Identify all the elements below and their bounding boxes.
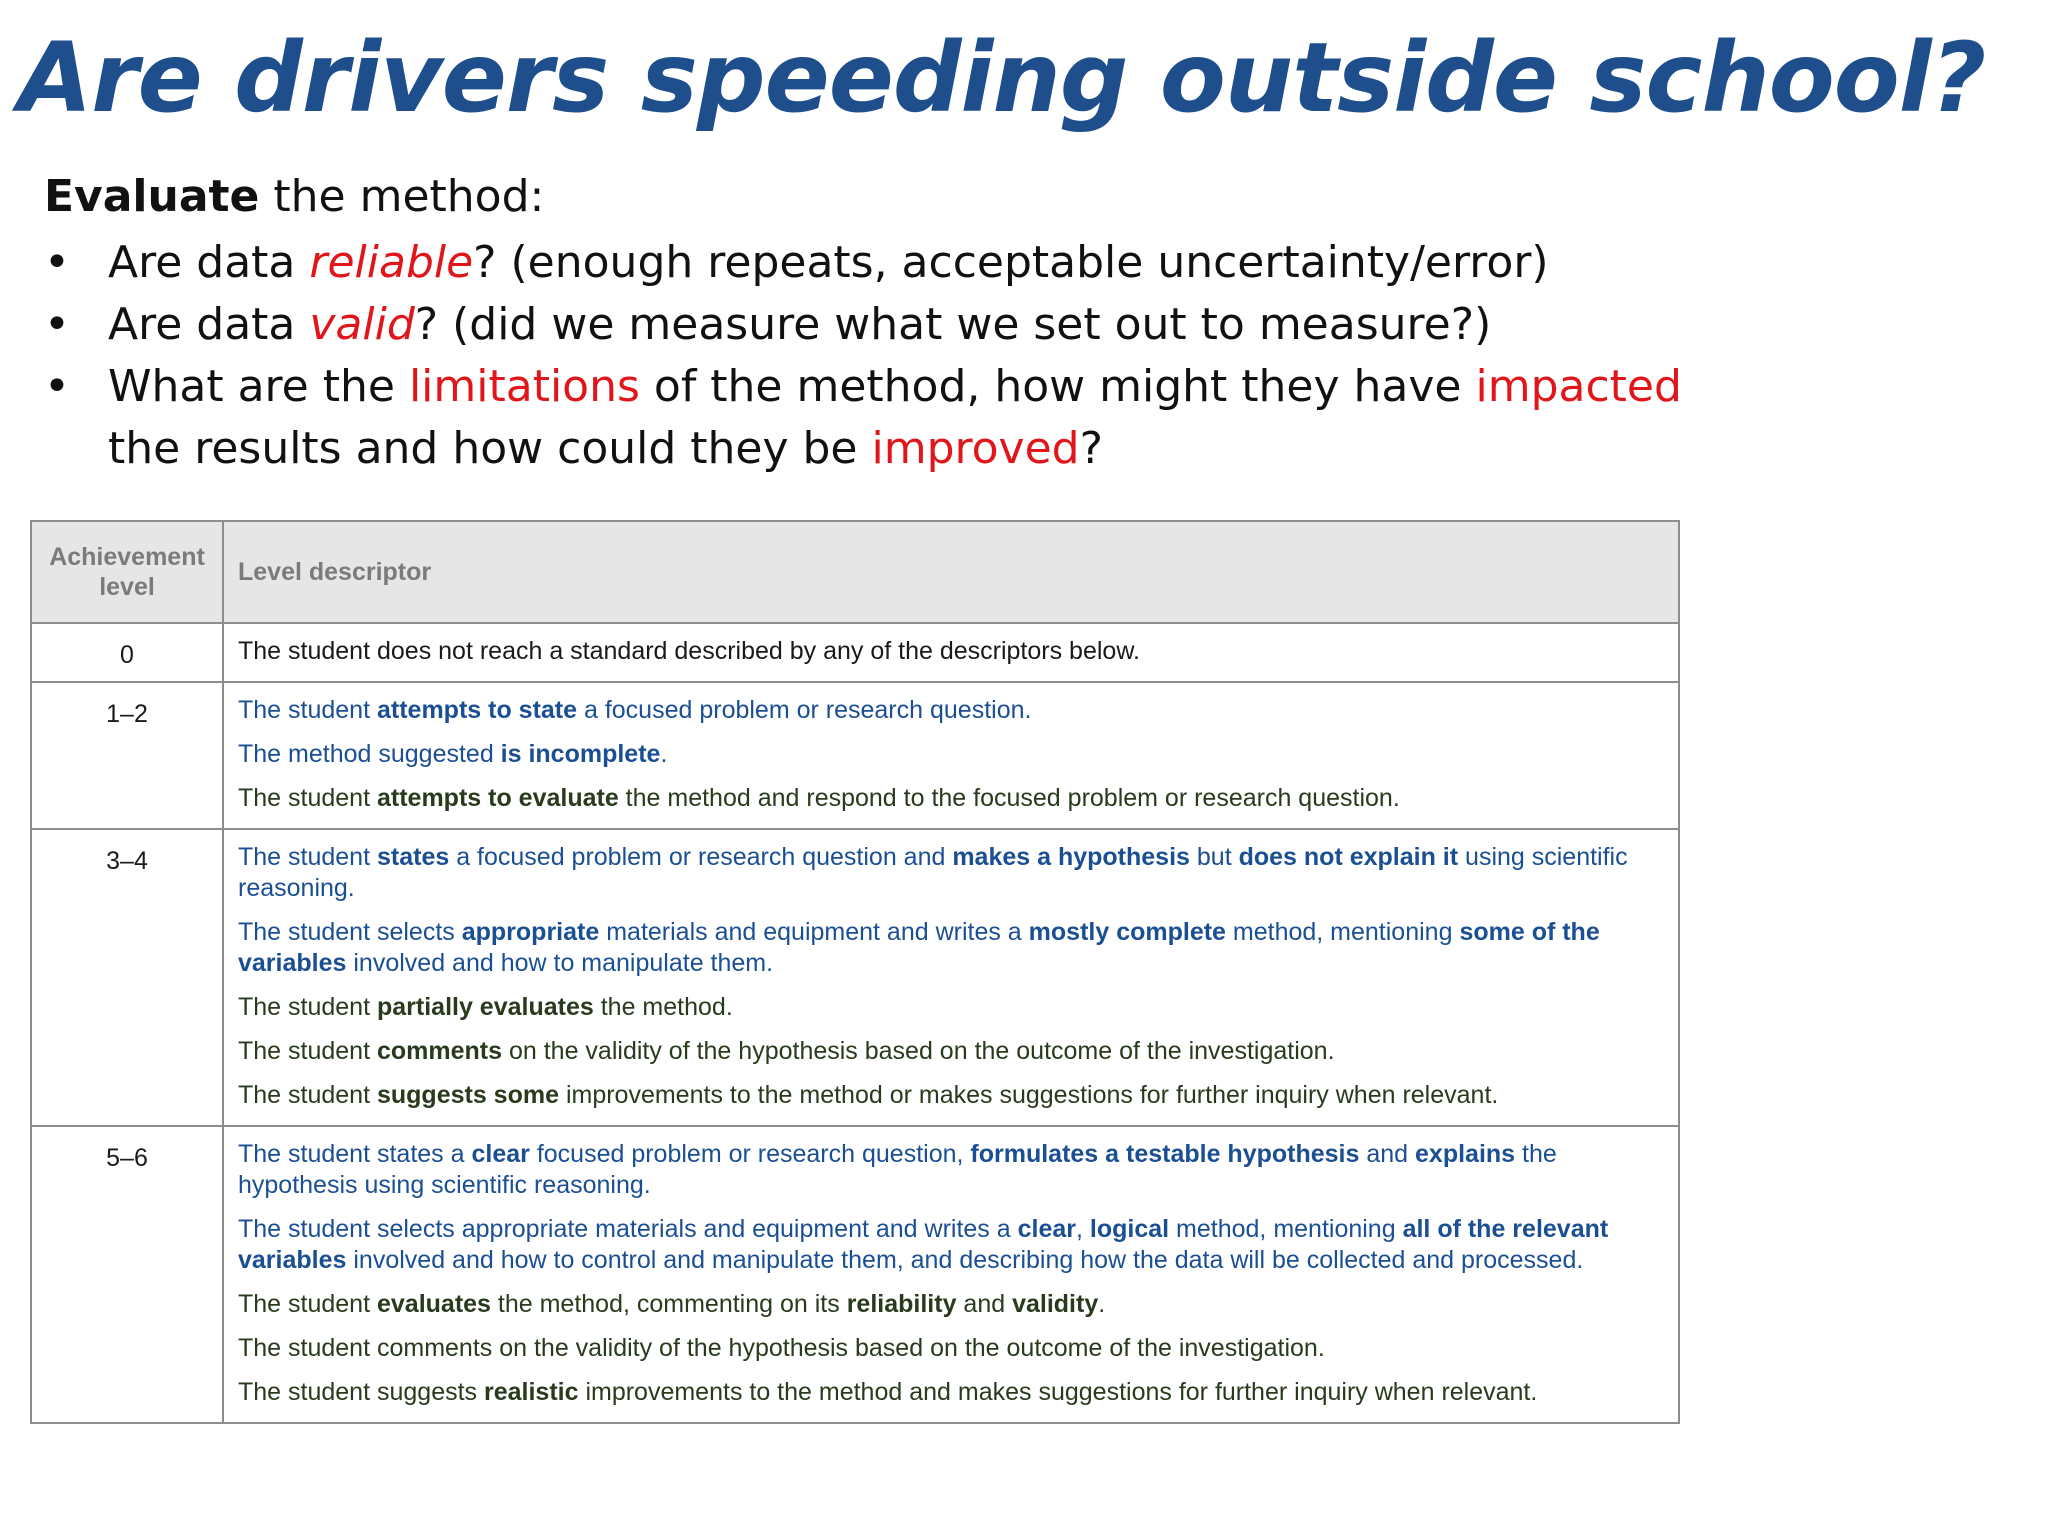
- descriptor-line: The student attempts to evaluate the method and respond to the focused problem or research question.: [238, 784, 1400, 812]
- descriptor-line: The student selects appropriate materials and equipment and writes a mostly complete method, mentioning some of the variables involved and how to manipulate them.: [238, 918, 1600, 977]
- level-cell: 3–4: [31, 829, 223, 1126]
- table-row: [31, 682, 1679, 829]
- bullet-limitations: • What are the limitations of the method, how might they have impacted the results and how could they be improved?: [44, 356, 1744, 480]
- bullet-reliable: • Are data reliable? (enough repeats, acceptable uncertainty/error): [44, 232, 1744, 294]
- descriptor-cell: [223, 829, 1679, 1126]
- intro-bullets: [44, 232, 1744, 480]
- descriptor-line: The method suggested is incomplete.: [238, 740, 668, 768]
- level-cell: 0: [31, 623, 223, 682]
- descriptor-cell: [223, 623, 1679, 682]
- highlight-valid: valid: [309, 299, 415, 350]
- header-level-descriptor: Level descriptor: [223, 521, 1679, 623]
- highlight-impacted: impacted: [1475, 361, 1682, 412]
- level-cell: 1–2: [31, 682, 223, 829]
- intro-heading-rest: the method:: [259, 171, 545, 222]
- bullet-dot: •: [44, 299, 70, 350]
- descriptor-line: The student partially evaluates the method.: [238, 993, 733, 1021]
- header-achievement-level: Achievement level: [31, 521, 223, 623]
- intro-section: [44, 166, 1744, 480]
- bullet-dot: •: [44, 361, 70, 412]
- descriptor-line: The student does not reach a standard described by any of the descriptors below.: [238, 637, 1140, 665]
- level-cell: 5–6: [31, 1126, 223, 1423]
- bullet-dot: •: [44, 237, 70, 288]
- descriptor-cell: [223, 1126, 1679, 1423]
- descriptor-line: The student comments on the validity of the hypothesis based on the outcome of the investigation.: [238, 1334, 1325, 1362]
- descriptor-line: The student attempts to state a focused problem or research question.: [238, 696, 1032, 724]
- descriptor-line: The student states a clear focused problem or research question, formulates a testable hypothesis and explains the hypothesis using scientific reasoning.: [238, 1140, 1557, 1199]
- table-row: [31, 829, 1679, 1126]
- table-header-row: [31, 521, 1679, 623]
- descriptor-cell: [223, 682, 1679, 829]
- highlight-reliable: reliable: [309, 237, 474, 288]
- intro-heading-bold: Evaluate: [44, 171, 260, 222]
- highlight-improved: improved: [871, 423, 1080, 474]
- assessment-rubric-table: [30, 520, 1680, 1424]
- descriptor-line: The student states a focused problem or research question and makes a hypothesis but does not explain it using scientific reasoning.: [238, 843, 1628, 902]
- intro-heading: [44, 166, 1744, 228]
- descriptor-line: The student selects appropriate materials and equipment and writes a clear, logical method, mentioning all of the relevant variables involved and how to control and manipulate them, and describing how the data will be collected and processed.: [238, 1215, 1609, 1274]
- highlight-limitations: limitations: [408, 361, 640, 412]
- descriptor-line: The student comments on the validity of the hypothesis based on the outcome of the investigation.: [238, 1037, 1335, 1065]
- table-row: [31, 623, 1679, 682]
- descriptor-line: The student evaluates the method, commenting on its reliability and validity.: [238, 1290, 1106, 1318]
- descriptor-line: The student suggests some improvements to the method or makes suggestions for further inquiry when relevant.: [238, 1081, 1499, 1109]
- table-row: [31, 1126, 1679, 1423]
- descriptor-line: The student suggests realistic improvements to the method and makes suggestions for further inquiry when relevant.: [238, 1378, 1538, 1406]
- bullet-valid: • Are data valid? (did we measure what we set out to measure?): [44, 294, 1744, 356]
- slide-title: Are drivers speeding outside school?: [18, 22, 1986, 134]
